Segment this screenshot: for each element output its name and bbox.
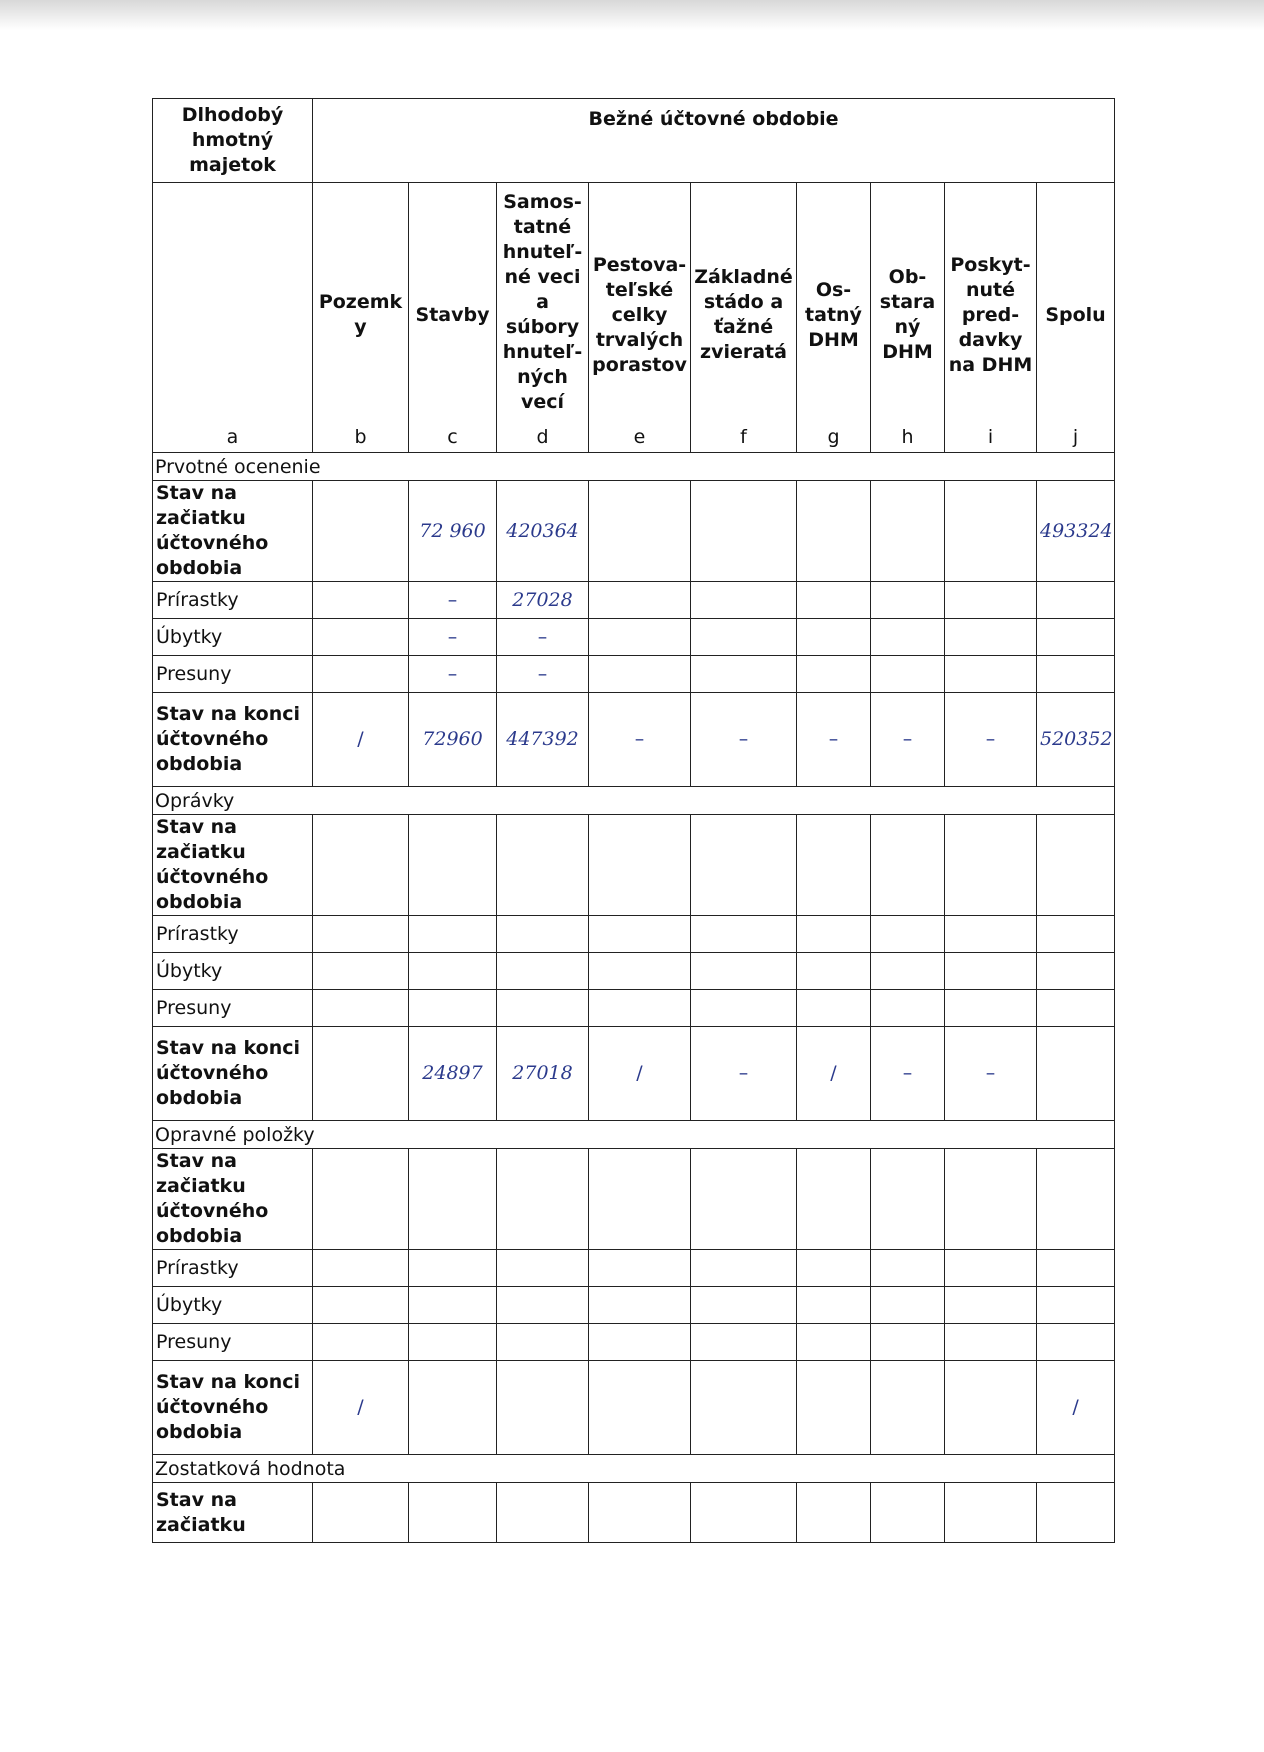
fixed-assets-table <box>152 98 1115 1543</box>
row-label: Úbytky <box>153 1287 313 1324</box>
value-cell-b: / <box>313 693 409 787</box>
value-cell-g <box>797 1483 871 1543</box>
value-cell-c <box>409 815 497 916</box>
value-cell-f <box>691 1149 797 1250</box>
value-cell-g: / <box>797 1027 871 1121</box>
value-cell-c <box>409 1250 497 1287</box>
value-cell-e: – <box>589 693 691 787</box>
table-row <box>153 990 1115 1027</box>
table-row <box>153 1324 1115 1361</box>
value-cell-i <box>945 1483 1037 1543</box>
column-header-f <box>691 183 797 453</box>
value-cell-j <box>1037 1483 1115 1543</box>
value-cell-f <box>691 656 797 693</box>
value-cell-i <box>945 1324 1037 1361</box>
table-row <box>153 1250 1115 1287</box>
value-cell-d: 27018 <box>497 1027 589 1121</box>
column-header-i <box>945 183 1037 453</box>
value-cell-b <box>313 582 409 619</box>
value-cell-d: – <box>497 656 589 693</box>
table-row <box>153 1361 1115 1455</box>
value-cell-i <box>945 916 1037 953</box>
value-cell-e <box>589 1287 691 1324</box>
value-cell-d: 420364 <box>497 481 589 582</box>
value-cell-g <box>797 990 871 1027</box>
column-letter-c: c <box>447 426 458 448</box>
table-row <box>153 656 1115 693</box>
table-row <box>153 815 1115 916</box>
table-row <box>153 481 1115 582</box>
value-cell-h <box>871 815 945 916</box>
value-cell-d <box>497 990 589 1027</box>
value-cell-c <box>409 1361 497 1455</box>
value-cell-h <box>871 990 945 1027</box>
value-cell-i <box>945 1361 1037 1455</box>
value-cell-c <box>409 1149 497 1250</box>
header-row <box>153 99 1115 183</box>
value-cell-b <box>313 1027 409 1121</box>
column-label-g: Os-tatný DHM <box>805 278 862 351</box>
row-label: Stav na začiatku <box>153 1483 313 1543</box>
value-cell-c <box>409 1324 497 1361</box>
value-cell-c <box>409 953 497 990</box>
value-cell-h <box>871 953 945 990</box>
value-cell-f <box>691 1361 797 1455</box>
value-cell-b <box>313 619 409 656</box>
value-cell-d <box>497 1149 589 1250</box>
column-label-d: Samos-tatné hnuteľ-né veci a súbory hnuteľ-ných vecí <box>502 191 583 413</box>
column-header-c <box>409 183 497 453</box>
value-cell-j <box>1037 619 1115 656</box>
value-cell-c: 72 960 <box>409 481 497 582</box>
value-cell-i <box>945 1250 1037 1287</box>
value-cell-b <box>313 1149 409 1250</box>
value-cell-b <box>313 916 409 953</box>
value-cell-j <box>1037 1149 1115 1250</box>
table-row <box>153 582 1115 619</box>
value-cell-b <box>313 815 409 916</box>
column-letter-f: f <box>740 426 747 448</box>
value-cell-g <box>797 815 871 916</box>
value-cell-b <box>313 990 409 1027</box>
value-cell-d <box>497 1287 589 1324</box>
value-cell-h <box>871 916 945 953</box>
table-row <box>153 1483 1115 1543</box>
row-label: Presuny <box>153 656 313 693</box>
value-cell-d: – <box>497 619 589 656</box>
value-cell-d: 447392 <box>497 693 589 787</box>
column-letter-j: j <box>1072 426 1079 448</box>
value-cell-e <box>589 481 691 582</box>
row-label: Presuny <box>153 1324 313 1361</box>
value-cell-c: – <box>409 619 497 656</box>
value-cell-d <box>497 916 589 953</box>
column-header-h <box>871 183 945 453</box>
value-cell-c: – <box>409 656 497 693</box>
section-row <box>153 1455 1115 1483</box>
column-letter-i: i <box>987 426 994 448</box>
value-cell-i <box>945 953 1037 990</box>
value-cell-f <box>691 582 797 619</box>
value-cell-e <box>589 1361 691 1455</box>
row-label: Prírastky <box>153 582 313 619</box>
value-cell-c <box>409 990 497 1027</box>
value-cell-d <box>497 953 589 990</box>
value-cell-h <box>871 656 945 693</box>
value-cell-e <box>589 582 691 619</box>
value-cell-h <box>871 1361 945 1455</box>
value-cell-d <box>497 815 589 916</box>
value-cell-g <box>797 953 871 990</box>
value-cell-h: – <box>871 693 945 787</box>
column-label-j: Spolu <box>1045 303 1106 326</box>
value-cell-g <box>797 1361 871 1455</box>
value-cell-b <box>313 1483 409 1543</box>
value-cell-j: 493324 <box>1037 481 1115 582</box>
row-label: Stav na konci účtovného obdobia <box>153 1027 313 1121</box>
row-label: Prírastky <box>153 1250 313 1287</box>
value-cell-c: 24897 <box>409 1027 497 1121</box>
value-cell-h <box>871 1250 945 1287</box>
value-cell-i: – <box>945 693 1037 787</box>
value-cell-f <box>691 619 797 656</box>
value-cell-g <box>797 1250 871 1287</box>
value-cell-d <box>497 1483 589 1543</box>
value-cell-f <box>691 1287 797 1324</box>
column-letter-h: h <box>901 426 914 448</box>
value-cell-d <box>497 1361 589 1455</box>
value-cell-e <box>589 953 691 990</box>
value-cell-f: – <box>691 1027 797 1121</box>
value-cell-j <box>1037 953 1115 990</box>
value-cell-c: – <box>409 582 497 619</box>
value-cell-c: 72960 <box>409 693 497 787</box>
value-cell-j <box>1037 916 1115 953</box>
value-cell-i <box>945 990 1037 1027</box>
table-row <box>153 619 1115 656</box>
value-cell-e <box>589 916 691 953</box>
section-row <box>153 1121 1115 1149</box>
period-title-cell: Bežné účtovné obdobie <box>313 99 1115 183</box>
column-letter-b: b <box>354 426 367 448</box>
row-label: Stav na začiatku účtovného obdobia <box>153 481 313 582</box>
value-cell-i <box>945 619 1037 656</box>
section-title: Oprávky <box>153 787 1115 815</box>
value-cell-e: / <box>589 1027 691 1121</box>
value-cell-f <box>691 990 797 1027</box>
column-header-g <box>797 183 871 453</box>
value-cell-h <box>871 1149 945 1250</box>
value-cell-c <box>409 1483 497 1543</box>
value-cell-d <box>497 1250 589 1287</box>
row-label: Úbytky <box>153 953 313 990</box>
value-cell-g <box>797 1149 871 1250</box>
value-cell-c <box>409 1287 497 1324</box>
value-cell-b <box>313 1250 409 1287</box>
value-cell-e <box>589 656 691 693</box>
value-cell-c <box>409 916 497 953</box>
value-cell-j <box>1037 582 1115 619</box>
table-row <box>153 693 1115 787</box>
row-label: Stav na konci účtovného obdobia <box>153 1361 313 1455</box>
value-cell-b: / <box>313 1361 409 1455</box>
column-header-d <box>497 183 589 453</box>
section-title: Zostatková hodnota <box>153 1455 1115 1483</box>
column-label-h: Ob-staraný DHM <box>879 266 936 363</box>
value-cell-h <box>871 1483 945 1543</box>
row-label: Úbytky <box>153 619 313 656</box>
value-cell-b <box>313 953 409 990</box>
value-cell-e <box>589 1483 691 1543</box>
value-cell-j: 520352 <box>1037 693 1115 787</box>
column-letter-a: a <box>226 426 239 448</box>
value-cell-j <box>1037 1324 1115 1361</box>
column-label-e: Pestova-teľské celky trvalých porastov <box>592 253 687 376</box>
table-row <box>153 1027 1115 1121</box>
value-cell-g <box>797 1287 871 1324</box>
column-label-f: Základné stádo a ťažné zvieratá <box>694 266 793 363</box>
table-row <box>153 953 1115 990</box>
column-header-j <box>1037 183 1115 453</box>
section-row <box>153 453 1115 481</box>
value-cell-i <box>945 582 1037 619</box>
value-cell-g <box>797 582 871 619</box>
value-cell-g: – <box>797 693 871 787</box>
column-letter-e: e <box>633 426 646 448</box>
section-row <box>153 787 1115 815</box>
value-cell-i <box>945 1287 1037 1324</box>
row-label: Prírastky <box>153 916 313 953</box>
column-header-b <box>313 183 409 453</box>
value-cell-g <box>797 656 871 693</box>
value-cell-f <box>691 916 797 953</box>
value-cell-i <box>945 656 1037 693</box>
row-label: Stav na konci účtovného obdobia <box>153 693 313 787</box>
value-cell-h <box>871 619 945 656</box>
value-cell-h <box>871 582 945 619</box>
value-cell-j <box>1037 990 1115 1027</box>
column-letter-g: g <box>827 426 840 448</box>
column-header-row <box>153 183 1115 453</box>
table-row <box>153 1287 1115 1324</box>
column-header-a <box>153 183 313 453</box>
section-title: Prvotné ocenenie <box>153 453 1115 481</box>
value-cell-g <box>797 481 871 582</box>
value-cell-g <box>797 916 871 953</box>
value-cell-b <box>313 1287 409 1324</box>
value-cell-j <box>1037 656 1115 693</box>
value-cell-h: – <box>871 1027 945 1121</box>
value-cell-f <box>691 815 797 916</box>
column-letter-d: d <box>536 426 549 448</box>
value-cell-e <box>589 1250 691 1287</box>
value-cell-j <box>1037 1287 1115 1324</box>
column-label-b: Pozemky <box>318 291 403 338</box>
value-cell-g <box>797 1324 871 1361</box>
value-cell-f <box>691 953 797 990</box>
value-cell-i: – <box>945 1027 1037 1121</box>
column-label-a <box>156 215 309 415</box>
value-cell-h <box>871 1287 945 1324</box>
value-cell-g <box>797 619 871 656</box>
row-label: Stav na začiatku účtovného obdobia <box>153 1149 313 1250</box>
value-cell-f <box>691 481 797 582</box>
value-cell-b <box>313 481 409 582</box>
value-cell-e <box>589 1324 691 1361</box>
value-cell-d <box>497 1324 589 1361</box>
value-cell-j: / <box>1037 1361 1115 1455</box>
value-cell-b <box>313 1324 409 1361</box>
asset-title-cell: Dlhodobý hmotný majetok <box>153 99 313 183</box>
value-cell-h <box>871 481 945 582</box>
value-cell-j <box>1037 1250 1115 1287</box>
row-label: Presuny <box>153 990 313 1027</box>
column-header-e <box>589 183 691 453</box>
column-label-c: Stavby <box>415 303 490 326</box>
table-row <box>153 1149 1115 1250</box>
scan-shading <box>0 0 1264 30</box>
value-cell-i <box>945 1149 1037 1250</box>
value-cell-f: – <box>691 693 797 787</box>
column-label-i: Poskyt-nuté pred-davky na DHM <box>948 253 1033 376</box>
value-cell-f <box>691 1324 797 1361</box>
value-cell-h <box>871 1324 945 1361</box>
value-cell-f <box>691 1250 797 1287</box>
section-title: Opravné položky <box>153 1121 1115 1149</box>
row-label: Stav na začiatku účtovného obdobia <box>153 815 313 916</box>
value-cell-d: 27028 <box>497 582 589 619</box>
value-cell-i <box>945 481 1037 582</box>
table-row <box>153 916 1115 953</box>
value-cell-e <box>589 990 691 1027</box>
value-cell-e <box>589 815 691 916</box>
asset-table-sheet <box>152 98 1114 1543</box>
value-cell-b <box>313 656 409 693</box>
value-cell-e <box>589 619 691 656</box>
value-cell-i <box>945 815 1037 916</box>
value-cell-e <box>589 1149 691 1250</box>
value-cell-j <box>1037 815 1115 916</box>
value-cell-f <box>691 1483 797 1543</box>
value-cell-j <box>1037 1027 1115 1121</box>
